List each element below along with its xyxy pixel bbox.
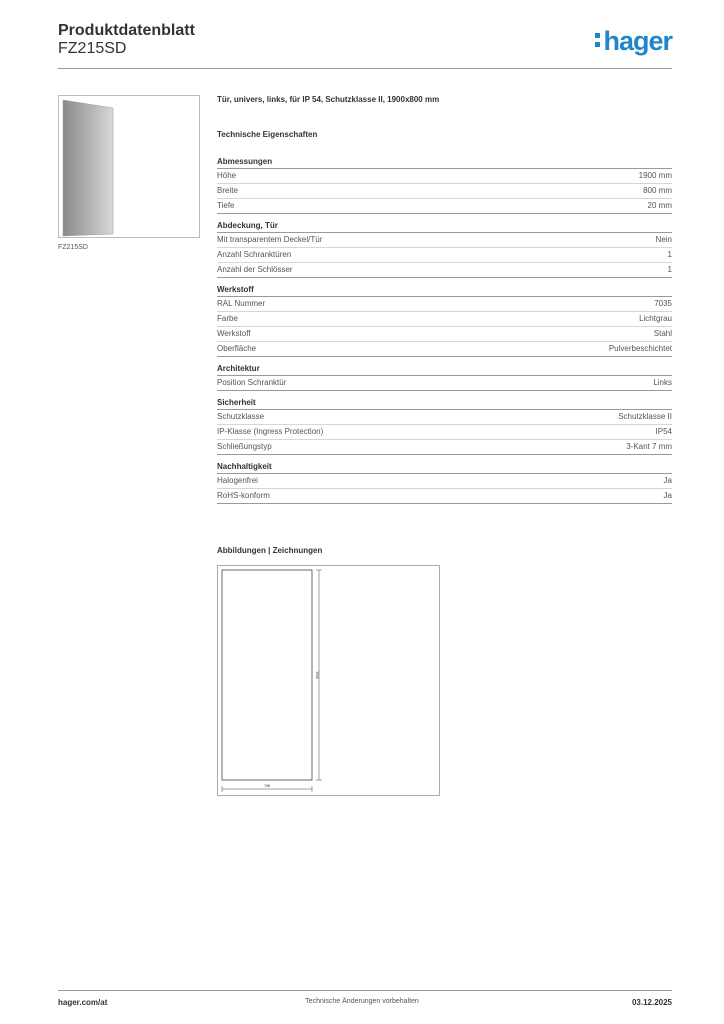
height-dimension-label: 1900 [315,671,319,679]
spec-label: Mit transparentem Deckel/Tür [217,235,323,244]
spec-value: Pulverbeschichtet [608,344,672,353]
spec-label: Schutzklasse [217,412,265,421]
spec-value: 7035 [654,299,672,308]
spec-label: Schließungstyp [217,442,272,451]
spec-value: 1 [667,265,672,274]
spec-section-title: Architektur [217,363,672,376]
logo-colon-icon [595,26,601,50]
spec-section [217,397,672,455]
spec-label: Anzahl der Schlösser [217,265,293,274]
spec-row [217,312,672,327]
spec-value: Nein [655,235,672,244]
spec-row [217,376,672,391]
spec-row [217,199,672,214]
spec-row [217,489,672,504]
spec-label: Werkstoff [217,329,251,338]
spec-section-title: Abmessungen [217,156,672,169]
spec-section [217,156,672,214]
spec-value: Schutzklasse II [618,412,672,421]
door-outline [222,570,312,780]
spec-value: 3-Kant 7 mm [626,442,672,451]
spec-value: IP54 [655,427,672,436]
spec-row [217,474,672,489]
spec-label: Anzahl Schranktüren [217,250,292,259]
spec-value: 20 mm [647,201,672,210]
spec-section-title: Werkstoff [217,284,672,297]
technical-drawing [217,565,440,796]
spec-value: 800 mm [643,186,672,195]
spec-label: Tiefe [217,201,235,210]
spec-row [217,248,672,263]
header-divider [58,68,672,69]
spec-content [217,94,672,504]
spec-value: Stahl [653,329,672,338]
spec-row [217,327,672,342]
drawings-title: Abbildungen | Zeichnungen [217,546,323,555]
spec-row [217,263,672,278]
document-title: Produktdatenblatt [58,22,195,39]
spec-value: Links [653,378,672,387]
spec-label: Farbe [217,314,238,323]
spec-value: Lichtgrau [639,314,672,323]
spec-value: 1 [667,250,672,259]
product-image [58,95,200,238]
footer-divider [58,990,672,991]
spec-label: Höhe [217,171,237,180]
spec-section [217,363,672,391]
footer-date: 03.12.2025 [631,998,672,1007]
spec-row [217,425,672,440]
spec-row [217,440,672,455]
spec-label: RoHS-konform [217,491,270,500]
spec-label: Oberfläche [217,344,257,353]
spec-label: IP-Klasse (Ingress Protection) [217,427,324,436]
spec-sections [217,156,672,504]
spec-section-title: Sicherheit [217,397,672,410]
spec-label: Position Schranktür [217,378,287,387]
page-header [58,20,672,70]
logo-text: hager [603,26,672,56]
footer-website-link[interactable]: hager.com/at [58,998,108,1007]
spec-section-title: Nachhaltigkeit [217,461,672,474]
spec-value: Ja [663,476,672,485]
hager-logo [595,26,672,57]
product-code: FZ215SD [58,40,127,57]
spec-row [217,169,672,184]
spec-row [217,233,672,248]
spec-label: Halogenfrei [217,476,258,485]
spec-section [217,284,672,357]
spec-row [217,184,672,199]
product-image-caption: FZ215SD [58,244,88,251]
spec-value: 1900 mm [638,171,672,180]
spec-section [217,220,672,278]
spec-label: Breite [217,186,238,195]
spec-section-title: Abdeckung, Tür [217,220,672,233]
spec-row [217,297,672,312]
product-description: Tür, univers, links, für IP 54, Schutzklasse II, 1900x800 mm [217,95,440,104]
specs-title: Technische Eigenschaften [217,130,318,139]
spec-row [217,410,672,425]
spec-label: RAL Nummer [217,299,266,308]
spec-row [217,342,672,357]
footer-disclaimer: Technische Änderungen vorbehalten [305,998,419,1005]
spec-section [217,461,672,504]
spec-value: Ja [663,491,672,500]
width-dimension-label: 798 [264,784,270,788]
